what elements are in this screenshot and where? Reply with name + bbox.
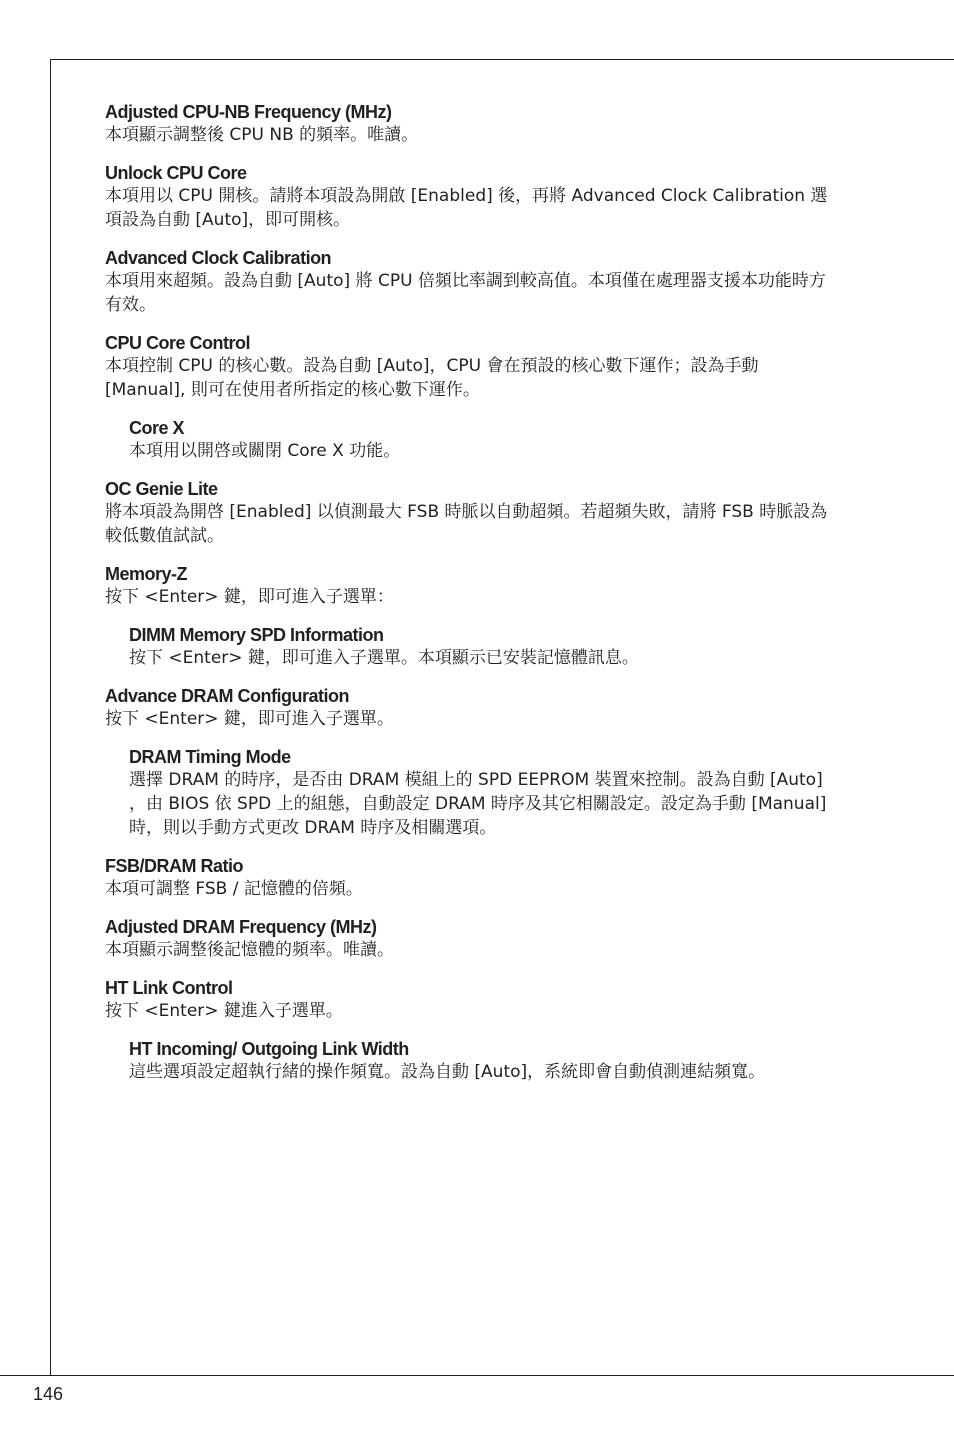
frame-left-rule: [50, 59, 51, 1375]
setting-description: 按下 <Enter> 鍵，即可進入子選單。: [105, 709, 394, 729]
setting-title: Advanced Clock Calibration: [105, 248, 332, 268]
setting-description: 將本項設為開啓 [Enabled] 以偵測最大 FSB 時脈以自動超頻。若超頻失敗，請將 FSB 時脈設為較低數值試試。: [105, 502, 828, 546]
setting-description: 本項控制 CPU 的核心數。設為自動 [Auto]，CPU 會在預設的核心數下運作；設為手動 [Manual], 則可在使用者所指定的核心數下運作。: [105, 356, 759, 400]
setting-fsb-dram-ratio: [105, 855, 835, 901]
setting-dram-timing-mode: [129, 746, 835, 840]
setting-description: 本項顯示調整後 CPU NB 的頻率。唯讀。: [105, 125, 419, 145]
setting-title: Memory-Z: [105, 564, 188, 584]
setting-cpu-core-control: [105, 332, 835, 402]
setting-title: Adjusted DRAM Frequency (MHz): [105, 917, 377, 937]
setting-title: Advance DRAM Configuration: [105, 686, 350, 706]
setting-title: OC Genie Lite: [105, 479, 218, 499]
setting-description: 本項用以開啓或關閉 Core X 功能。: [129, 441, 401, 461]
setting-title: Core X: [129, 418, 185, 438]
setting-description: 本項可調整 FSB / 記憶體的倍頻。: [105, 879, 363, 899]
setting-adjusted-dram-frequency: [105, 916, 835, 962]
setting-ht-link-control: [105, 977, 835, 1023]
setting-description: 本項顯示調整後記憶體的頻率。唯讀。: [105, 940, 394, 960]
setting-memory-z: [105, 563, 835, 609]
setting-description: 按下 <Enter> 鍵，即可進入子選單。本項顯示已安裝記憶體訊息。: [129, 648, 639, 668]
setting-oc-genie-lite: [105, 478, 835, 548]
setting-title: FSB/DRAM Ratio: [105, 856, 243, 876]
setting-ht-link-width: [129, 1038, 835, 1084]
setting-description: 本項用來超頻。設為自動 [Auto] 將 CPU 倍頻比率調到較高值。本項僅在處理器支援本功能時方有效。: [105, 271, 826, 315]
setting-description: 按下 <Enter> 鍵進入子選單。: [105, 1001, 343, 1021]
setting-adjusted-cpu-nb-frequency: [105, 101, 835, 147]
setting-description: 本項用以 CPU 開核。請將本項設為開啟 [Enabled] 後，再將 Advanced Clock Calibration 選項設為自動 [Auto]，即可開核。: [105, 186, 828, 230]
setting-dimm-memory-spd-information: [129, 624, 835, 670]
setting-description: 按下 <Enter> 鍵，即可進入子選單：: [105, 587, 394, 607]
setting-advance-dram-configuration: [105, 685, 835, 731]
setting-title: HT Link Control: [105, 978, 233, 998]
bios-settings-list: [105, 101, 835, 1099]
setting-title: HT Incoming/ Outgoing Link Width: [129, 1039, 409, 1059]
frame-bottom-rule: [0, 1375, 954, 1376]
setting-advanced-clock-calibration: [105, 247, 835, 317]
setting-title: Adjusted CPU-NB Frequency (MHz): [105, 102, 392, 122]
setting-unlock-cpu-core: [105, 162, 835, 232]
frame-top-rule: [50, 59, 954, 60]
setting-title: DRAM Timing Mode: [129, 747, 291, 767]
setting-title: CPU Core Control: [105, 333, 250, 353]
page-number: 146: [33, 1384, 64, 1404]
setting-description: 選擇 DRAM 的時序，是否由 DRAM 模組上的 SPD EEPROM 裝置來控制。設為自動 [Auto] ，由 BIOS 依 SPD 上的組態，自動設定 DRAM 時序及其它相關設定。設定為手動 [Manual] 時，則以手動方式更改 DRAM 時序及相關選項。: [129, 770, 827, 838]
setting-title: DIMM Memory SPD Information: [129, 625, 384, 645]
setting-core-x: [129, 417, 835, 463]
setting-title: Unlock CPU Core: [105, 163, 247, 183]
setting-description: 這些選項設定超執行緒的操作頻寬。設為自動 [Auto]，系統即會自動偵測連結頻寬。: [129, 1062, 766, 1082]
